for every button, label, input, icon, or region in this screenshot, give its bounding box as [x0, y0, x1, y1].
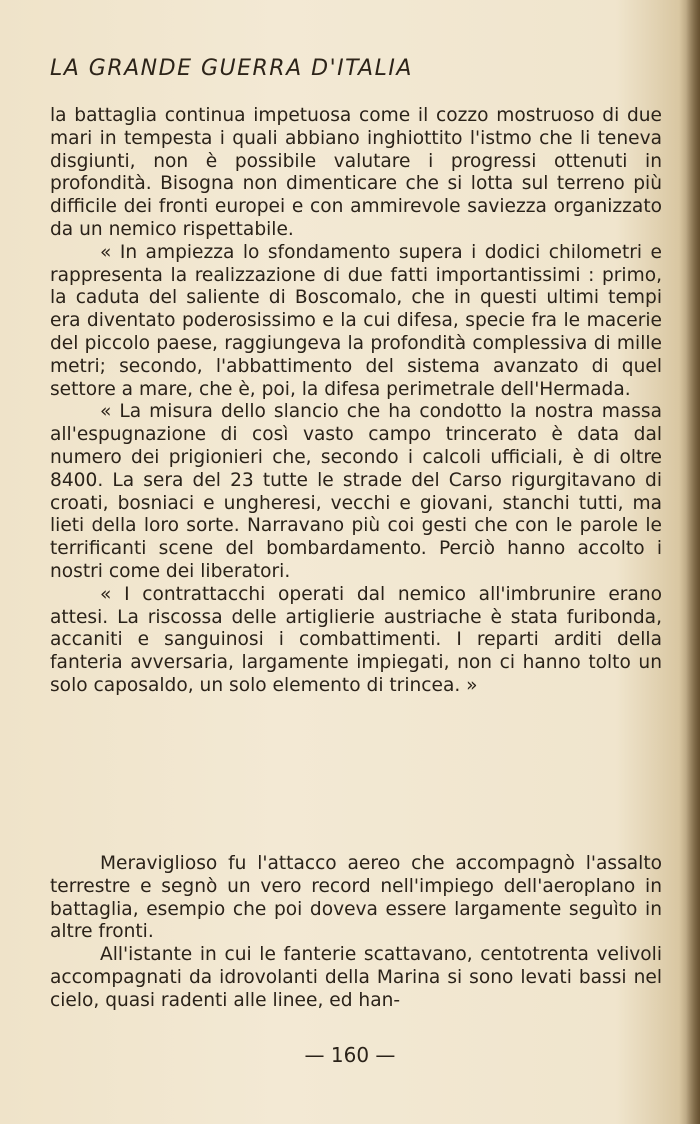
running-head: LA GRANDE GUERRA D'ITALIA [50, 56, 413, 81]
paragraph-continuation: la battaglia continua impetuosa come il cozzo mostruoso di due mari in tempesta i quali abbiano inghiottito l'istmo che li teneva disgiunti, non è possibile valutare i progressi ottenuti in profondità. Bisogna non dimenticare che si lotta sul terreno più difficile dei fronti europei e con ammirevole saviezza organizzato da un nemico rispettabile. [50, 105, 662, 240]
paragraph-sfondamento: « In ampiezza lo sfondamento supera i dodici chilometri e rappresenta la realizzazione di due fatti importantissimi : primo, la caduta del saliente di Boscomalo, che in questi ultimi tempi era diventato poderosissimo e la cui difesa, specie fra le macerie del piccolo paese, raggiungeva la profondità complessiva di mille metri; secondo, l'abbattimento del sistema avanzato di quel settore a mare, che è, poi, la difesa perimetrale dell'Hermada. [50, 241, 662, 400]
paragraph-slancio: « La misura dello slancio che ha condotto la nostra massa all'espugnazione di così vasto campo trincerato è data dal numero dei prigionieri che, secondo i calcoli ufficiali, è di oltre 8400. La sera del 23 tutte le strade del Carso rigurgitavano di croati, bosniaci e ungheresi, vecchi e giovani, stanchi tutti, ma lieti della loro sorte. Narravano più coi gesti che con le parole le terrificanti scene del bombardamento. Perciò hanno accolto i nostri come dei liberatori. [50, 401, 662, 582]
paragraph-velivoli: All'istante in cui le fanterie scattavano, centotrenta velivoli accompagnati da idrovolanti della Marina si sono levati bassi nel cielo, quasi radenti alle linee, ed han- [50, 944, 662, 1011]
paragraph-contrattacchi: « I contrattacchi operati dal nemico all'imbrunire erano attesi. La riscossa delle artiglierie austriache è stata furibonda, accaniti e sanguinosi i combattimenti. I reparti arditi della fanteria avversaria, largamente impiegati, non ci hanno tolto un solo caposaldo, un solo elemento di trincea. » [50, 583, 662, 696]
spine-shadow [686, 0, 700, 1124]
body-text-bottom [50, 853, 662, 1013]
paragraph-attacco-aereo: Meraviglioso fu l'attacco aereo che accompagnò l'assalto terrestre e segnò un vero record nell'impiego dell'aeroplano in battaglia, esempio che poi doveva essere largamente seguìto in altre fronti. [50, 853, 662, 943]
body-text-top [50, 105, 662, 698]
page-number: — 160 — [304, 1043, 396, 1067]
